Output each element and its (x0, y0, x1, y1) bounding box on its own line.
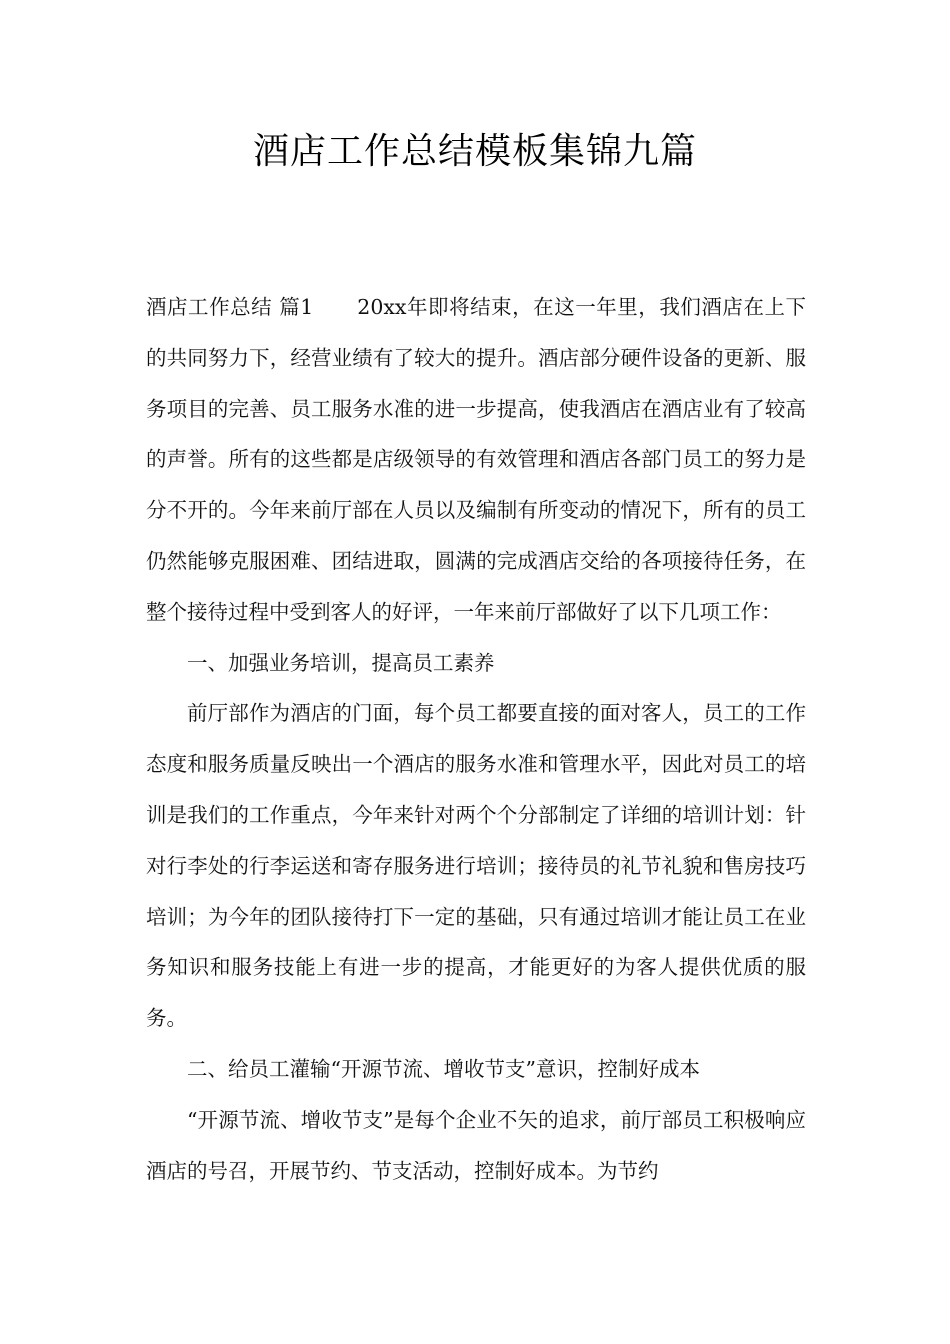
intro-paragraph (146, 282, 806, 638)
section-label: 酒店工作总结 篇1 (146, 295, 314, 319)
intro-text: 20xx年即将结束，在这一年里，我们酒店在上下的共同努力下，经营业绩有了较大的提升。酒店部分硬件设备的更新、服务项目的完善、员工服务水准的进一步提高，使我酒店在酒店业有了较高的声誉。所有的这些都是店级领导的有效管理和酒店各部门员工的努力是分不开的。今年来前厅部在人员以及编制有所变动的情况下，所有的员工仍然能够克服困难、团结进取，圆满的完成酒店交给的各项接待任务，在整个接待过程中受到客人的好评，一年来前厅部做好了以下几项工作： (146, 295, 806, 624)
section-heading-2: 二、给员工灌输“开源节流、增收节支”意识，控制好成本 (187, 1056, 700, 1081)
document-body (146, 282, 806, 1196)
section-heading-1: 一、加强业务培训，提高员工素养 (187, 650, 495, 675)
paragraph-2: “开源节流、增收节支”是每个企业不矢的追求，前厅部员工积极响应酒店的号召，开展节约、节支活动，控制好成本。为节约 (146, 1107, 806, 1183)
paragraph-1: 前厅部作为酒店的门面，每个员工都要直接的面对客人，员工的工作态度和服务质量反映出一个酒店的服务水准和管理水平，因此对员工的培训是我们的工作重点，今年来针对两个个分部制定了详细的培训计划：针对行李处的行李运送和寄存服务进行培训；接待员的礼节礼貌和售房技巧培训；为今年的团队接待打下一定的基础，只有通过培训才能让员工在业务知识和服务技能上有进一步的提高，才能更好的为客人提供优质的服务。 (146, 701, 806, 1031)
document-title: 酒店工作总结模板集锦九篇 (252, 131, 697, 172)
